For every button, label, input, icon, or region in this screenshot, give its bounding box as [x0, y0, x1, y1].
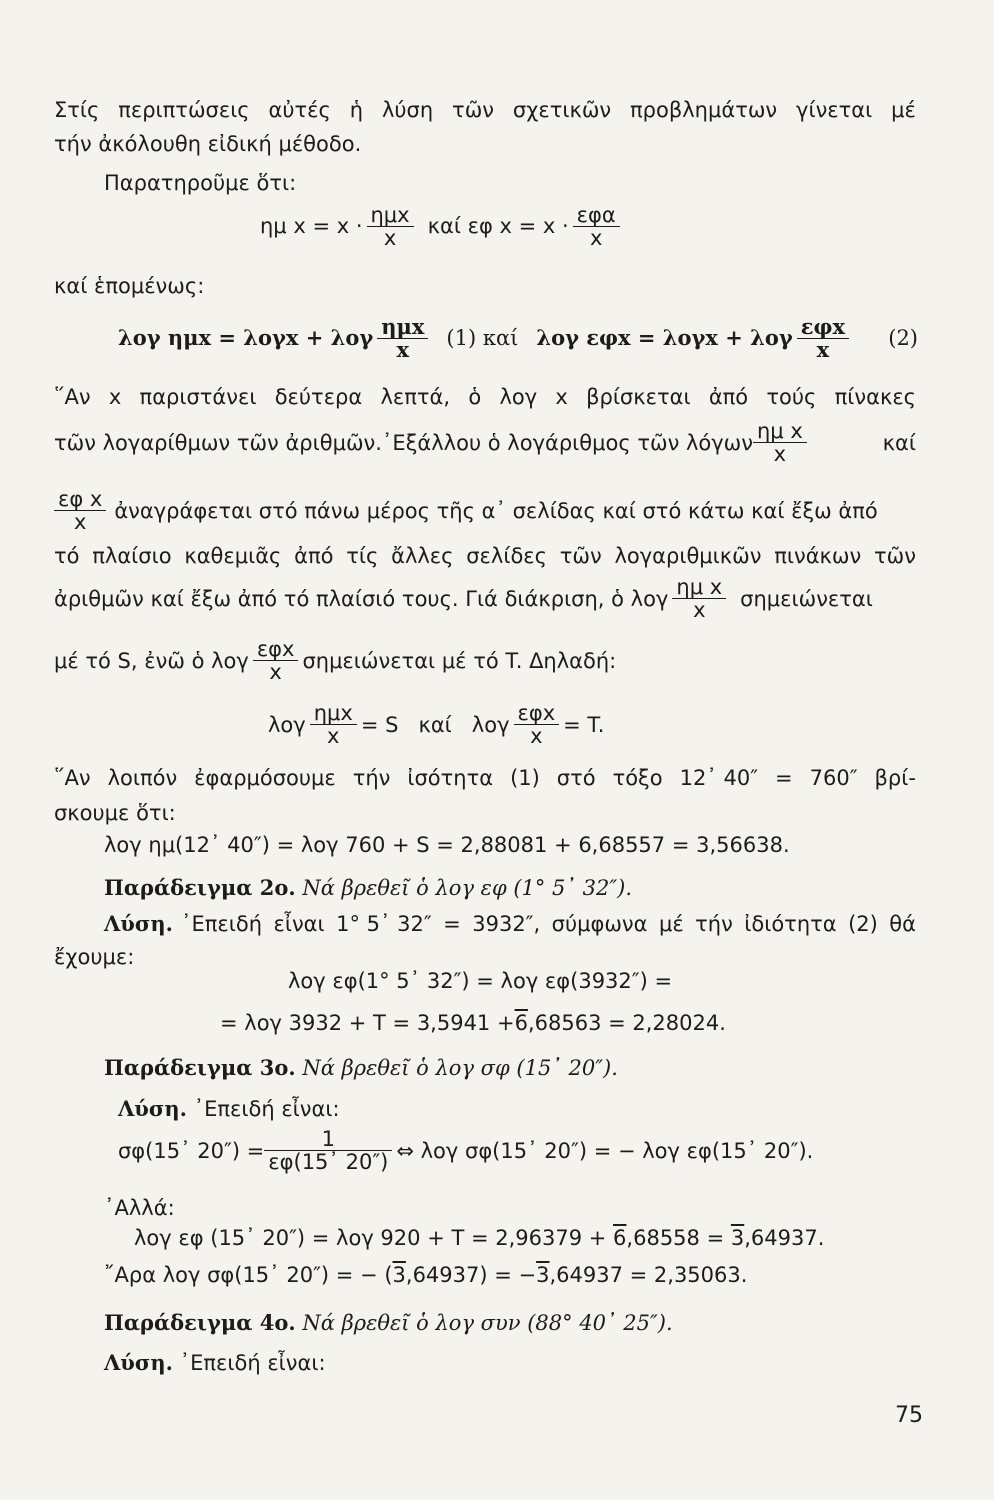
example-3-line-1: Λύση. ᾽Επειδή εἶναι: — [118, 1096, 340, 1121]
word: βρίσκεται — [586, 385, 691, 409]
word: (2) — [848, 912, 878, 936]
fraction: $\frac{\text{ημx}}{x}$ — [367, 204, 414, 249]
word: πίνακες — [834, 385, 916, 409]
eq-text: λογ — [268, 712, 306, 737]
word: = — [775, 766, 793, 790]
example-2-line-2: ἔχουμε: — [54, 945, 135, 969]
word: λοιπόν — [107, 766, 178, 790]
word: ὁ — [468, 385, 482, 409]
word: τῶν — [874, 544, 916, 568]
word: 12᾽ 40″ — [679, 766, 759, 790]
word: αὐτές — [268, 98, 331, 122]
p1-line-6 — [54, 638, 616, 683]
p1-line-1 — [54, 384, 916, 410]
text: σημειώνεται μέ τό T. Δηλαδή: — [302, 648, 617, 673]
eq-text: = S καί λογ — [360, 712, 510, 737]
word: τούς — [766, 385, 817, 409]
word: ῞Αν — [54, 385, 91, 409]
example-3-equation — [118, 1128, 813, 1173]
p1-line-5 — [54, 576, 916, 621]
fraction: $\frac{\text{εφx}}{x}$ — [514, 702, 560, 747]
text: σημειώνεται — [740, 586, 873, 611]
example-2-line-4: = λογ 3932 + T = 3,5941 +6,68563 = 2,28024. — [220, 1011, 726, 1035]
word: πινάκων — [774, 544, 862, 568]
eq-text: σφ(15᾽ 20″) = — [118, 1138, 265, 1163]
fraction: $\frac{\text{ημx}}{x}$ — [310, 702, 357, 747]
word: (1) — [510, 766, 540, 790]
word: ἰδιότητα — [744, 912, 837, 936]
word: 760″ — [809, 766, 858, 790]
fraction: $\frac{\text{ημx}}{x}$ — [377, 316, 428, 361]
word: προβλημάτων — [630, 98, 778, 122]
equation-3 — [268, 702, 604, 747]
eq-text: λογ εφx = λογx + λογ — [536, 325, 793, 350]
word: = — [443, 912, 461, 936]
example-2-line-3: λογ εφ(1° 5᾽ 32″) = λογ εφ(3932″) = — [288, 969, 673, 993]
word: τῶν — [452, 98, 495, 122]
p1-line-3 — [54, 488, 916, 533]
solution-label: Λύση. — [104, 1350, 173, 1375]
fraction: $\frac{\text{εφα}}{x}$ — [573, 204, 620, 249]
example-2-title: Παράδειγμα 2ο. Νά βρεθεῖ ὁ λογ εφ (1° 5᾽ 32″). — [104, 875, 633, 900]
word: τήν — [352, 766, 391, 790]
fraction: $\frac{\text{εφx}}{x}$ — [797, 316, 849, 361]
fraction: $\frac{\text{εφ x}}{x}$ — [54, 488, 106, 533]
eq-text: καί εφ x = x · — [427, 214, 569, 238]
fraction: $\frac{\text{εφx}}{x}$ — [253, 638, 299, 683]
word: τόξο — [612, 766, 663, 790]
eq-text: (1) καί — [446, 326, 519, 350]
word: σελίδες — [466, 544, 547, 568]
p1-line-4 — [54, 543, 916, 569]
word: σύμφωνα — [551, 912, 648, 936]
word: τίς — [346, 544, 379, 568]
text: μέ τό S, ἐνῶ ὁ λογ — [54, 648, 249, 673]
eq-text: λογ ημx = λογx + λογ — [118, 325, 374, 350]
p2-line-3: λογ ημ(12᾽ 40″) = λογ 760 + S = 2,88081 + 6,68557 = 3,56638. — [104, 833, 790, 857]
p2-line-1 — [54, 765, 916, 791]
word: ἀπό — [294, 544, 334, 568]
fraction: $\frac{\text{ημ x}}{x}$ — [672, 576, 726, 621]
word: τό — [54, 544, 80, 568]
text: ἀριθμῶν καί ἔξω ἀπό τό πλαίσιό τους. Γιά διάκριση, ὁ λογ — [54, 586, 669, 611]
example-3-but: ᾽Αλλά: — [104, 1196, 175, 1220]
text: τῶν λογαρίθμων τῶν ἀριθμῶν.᾽Εξάλλου ὁ λογάριθμος τῶν λόγων — [54, 430, 753, 455]
eq-text: ⇔ λογ σφ(15᾽ 20″) = − λογ εφ(15᾽ 20″). — [396, 1138, 814, 1163]
word: ἄλλες — [391, 544, 454, 568]
equation-1 — [260, 196, 624, 256]
eq-text: ημ x = x · — [260, 214, 363, 238]
solution-label: Λύση. — [104, 911, 173, 936]
word: x — [108, 385, 122, 409]
word: μέ — [891, 98, 916, 122]
word: ἐφαρμόσουμε — [194, 766, 336, 790]
word: ᾽Επειδή — [181, 912, 263, 936]
intro-line-1 — [54, 97, 916, 123]
solution-label: Λύση. — [118, 1096, 187, 1121]
word: περιπτώσεις — [118, 98, 250, 122]
text: ἀναγράφεται στό πάνω μέρος τῆς α᾽ σελίδας καί στό κάτω καί ἔξω ἀπό — [114, 498, 878, 523]
word: πλαίσιο — [92, 544, 172, 568]
word: τῶν — [559, 544, 602, 568]
intro-line-3: Παρατηροῦμε ὅτι: — [104, 171, 297, 195]
word: ἰσότητα — [407, 766, 494, 790]
word: λύση — [381, 98, 434, 122]
word: δεύτερα — [274, 385, 363, 409]
fraction: $\frac{\text{ημ x}}{x}$ — [753, 420, 807, 465]
word: 3932″, — [472, 912, 541, 936]
example-4-line-1: Λύση. ᾽Επειδή εἶναι: — [104, 1350, 326, 1375]
word: θά — [889, 912, 916, 936]
word: βρί- — [874, 766, 916, 790]
intro-line-2: τήν ἀκόλουθη εἰδική μέθοδο. — [54, 132, 362, 156]
word: τήν — [695, 912, 733, 936]
fraction: $\frac{1}{\varepsilon\varphi(15᾽ 20'')}$ — [264, 1128, 392, 1173]
equation-2 — [118, 310, 918, 366]
text — [181, 911, 916, 937]
word: σχετικῶν — [512, 98, 612, 122]
word: ἀπό — [708, 385, 749, 409]
word: παριστάνει — [139, 385, 257, 409]
eq-text: = T. — [563, 712, 605, 737]
p2-line-2: σκουμε ὅτι: — [54, 801, 176, 825]
example-3-line-3: ῎Αρα λογ σφ(15᾽ 20″) = − (3,64937) = −3,64937 = 2,35063. — [104, 1263, 748, 1287]
word: εἶναι — [273, 912, 325, 936]
word: ῞Αν — [54, 766, 91, 790]
and-consequently: καί ἑπομένως: — [54, 274, 205, 298]
page-number: 75 — [895, 1403, 923, 1428]
equation-number: (2) — [888, 326, 918, 350]
word: λογαριθμικῶν — [614, 544, 762, 568]
example-3-line-2: λογ εφ (15᾽ 20″) = λογ 920 + T = 2,96379 + 6,68558 = 3,64937. — [134, 1226, 825, 1250]
word: Στίς — [54, 98, 100, 122]
word: γίνεται — [796, 98, 873, 122]
word: x — [555, 385, 568, 409]
text: καί — [882, 430, 916, 455]
word: μέ — [658, 912, 684, 936]
word: 1° 5᾽ 32″ — [336, 912, 432, 936]
word: λεπτά, — [380, 385, 451, 409]
example-4-title: Παράδειγμα 4ο. Νά βρεθεῖ ὁ λογ συν (88° 40᾽ 25″). — [104, 1310, 673, 1335]
word: λογ — [499, 385, 538, 409]
word: ἡ — [349, 98, 364, 122]
p1-line-2 — [54, 420, 916, 465]
word: στό — [556, 766, 596, 790]
example-3-title: Παράδειγμα 3ο. Νά βρεθεῖ ὁ λογ σφ (15᾽ 20″). — [104, 1055, 618, 1080]
example-2-line-1 — [104, 911, 916, 937]
word: καθεμιᾶς — [184, 544, 282, 568]
